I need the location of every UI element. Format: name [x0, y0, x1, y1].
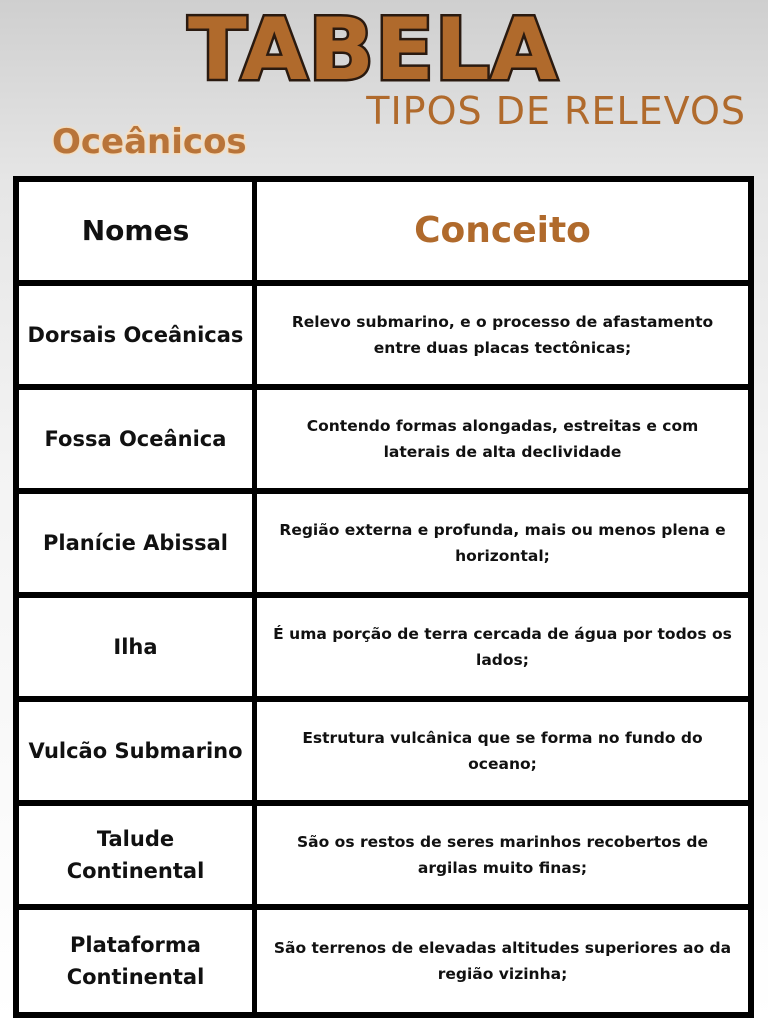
column-header-names: Nomes	[19, 182, 252, 280]
relief-concept: É uma porção de terra cercada de água por todos os lados;	[257, 598, 748, 696]
relief-concept: Relevo submarino, e o processo de afastamento entre duas placas tectônicas;	[257, 286, 748, 384]
category-label: Oceânicos	[52, 122, 247, 162]
relief-concept: São os restos de seres marinhos recobertos de argilas muito finas;	[257, 806, 748, 904]
relief-concept: São terrenos de elevadas altitudes superiores ao da região vizinha;	[257, 910, 748, 1012]
table-row	[13, 804, 754, 908]
table-header-row	[13, 176, 754, 284]
table-row	[13, 700, 754, 804]
table-row	[13, 908, 754, 1018]
relief-name: Plataforma Continental	[19, 910, 252, 1012]
table-row	[13, 284, 754, 388]
table-row	[13, 388, 754, 492]
relief-name: Fossa Oceânica	[19, 390, 252, 488]
table-row	[13, 492, 754, 596]
column-header-concept: Conceito	[257, 182, 748, 280]
relief-concept: Contendo formas alongadas, estreitas e com laterais de alta declividade	[257, 390, 748, 488]
relief-table	[13, 176, 754, 1018]
page-subtitle: TIPOS DE RELEVOS	[366, 89, 746, 133]
relief-name: Dorsais Oceânicas	[19, 286, 252, 384]
relief-concept: Região externa e profunda, mais ou menos plena e horizontal;	[257, 494, 748, 592]
relief-concept: Estrutura vulcânica que se forma no fundo do oceano;	[257, 702, 748, 800]
relief-name: Vulcão Submarino	[19, 702, 252, 800]
table-row	[13, 596, 754, 700]
relief-name: Planície Abissal	[19, 494, 252, 592]
page-title: TABELA	[188, 0, 559, 100]
relief-name: Talude Continental	[19, 806, 252, 904]
relief-name: Ilha	[19, 598, 252, 696]
